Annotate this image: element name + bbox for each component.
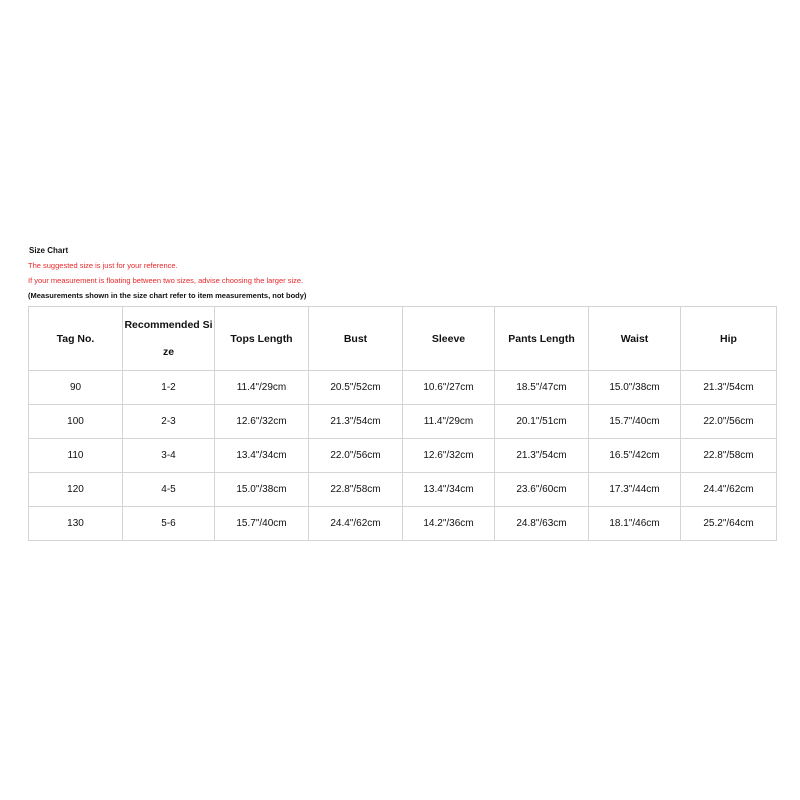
header-pants-length: Pants Length — [495, 307, 589, 371]
cell-tag-no: 110 — [29, 439, 123, 473]
cell-bust: 21.3"/54cm — [309, 405, 403, 439]
cell-pants-length: 20.1"/51cm — [495, 405, 589, 439]
cell-hip: 25.2"/64cm — [681, 507, 777, 541]
cell-waist: 16.5"/42cm — [589, 439, 681, 473]
size-table — [28, 306, 777, 541]
cell-bust: 22.0"/56cm — [309, 439, 403, 473]
table-row — [29, 405, 777, 439]
cell-tops-length: 11.4"/29cm — [215, 371, 309, 405]
cell-sleeve: 14.2"/36cm — [403, 507, 495, 541]
cell-pants-length: 18.5"/47cm — [495, 371, 589, 405]
cell-hip: 22.8"/58cm — [681, 439, 777, 473]
cell-tops-length: 15.7"/40cm — [215, 507, 309, 541]
cell-tops-length: 15.0"/38cm — [215, 473, 309, 507]
measurement-note: (Measurements shown in the size chart refer to item measurements, not body) — [28, 291, 307, 300]
cell-waist: 18.1"/46cm — [589, 507, 681, 541]
reference-note: The suggested size is just for your reference. — [28, 261, 178, 270]
cell-tag-no: 120 — [29, 473, 123, 507]
cell-sleeve: 10.6"/27cm — [403, 371, 495, 405]
cell-tag-no: 130 — [29, 507, 123, 541]
cell-recommended-size: 4-5 — [123, 473, 215, 507]
cell-tops-length: 12.6"/32cm — [215, 405, 309, 439]
header-sleeve: Sleeve — [403, 307, 495, 371]
chart-title: Size Chart — [29, 246, 69, 255]
cell-pants-length: 24.8"/63cm — [495, 507, 589, 541]
cell-recommended-size: 3-4 — [123, 439, 215, 473]
cell-pants-length: 21.3"/54cm — [495, 439, 589, 473]
header-row — [29, 307, 777, 371]
cell-tag-no: 90 — [29, 371, 123, 405]
table-row — [29, 439, 777, 473]
cell-pants-length: 23.6"/60cm — [495, 473, 589, 507]
header-recommended-size: Recommended Size — [123, 307, 215, 371]
cell-hip: 24.4"/62cm — [681, 473, 777, 507]
cell-tag-no: 100 — [29, 405, 123, 439]
header-tag-no: Tag No. — [29, 307, 123, 371]
cell-bust: 22.8"/58cm — [309, 473, 403, 507]
cell-tops-length: 13.4"/34cm — [215, 439, 309, 473]
cell-hip: 22.0"/56cm — [681, 405, 777, 439]
header-waist: Waist — [589, 307, 681, 371]
cell-hip: 21.3"/54cm — [681, 371, 777, 405]
cell-sleeve: 11.4"/29cm — [403, 405, 495, 439]
cell-bust: 24.4"/62cm — [309, 507, 403, 541]
header-hip: Hip — [681, 307, 777, 371]
cell-waist: 17.3"/44cm — [589, 473, 681, 507]
table-row — [29, 473, 777, 507]
larger-size-note: If your measurement is floating between two sizes, advise choosing the larger size. — [28, 276, 304, 285]
size-chart — [27, 244, 777, 541]
cell-recommended-size: 1-2 — [123, 371, 215, 405]
header-tops-length: Tops Length — [215, 307, 309, 371]
cell-recommended-size: 2-3 — [123, 405, 215, 439]
table-row — [29, 371, 777, 405]
table-row — [29, 507, 777, 541]
cell-recommended-size: 5-6 — [123, 507, 215, 541]
cell-waist: 15.7"/40cm — [589, 405, 681, 439]
cell-waist: 15.0"/38cm — [589, 371, 681, 405]
cell-bust: 20.5"/52cm — [309, 371, 403, 405]
header-bust: Bust — [309, 307, 403, 371]
cell-sleeve: 12.6"/32cm — [403, 439, 495, 473]
cell-sleeve: 13.4"/34cm — [403, 473, 495, 507]
